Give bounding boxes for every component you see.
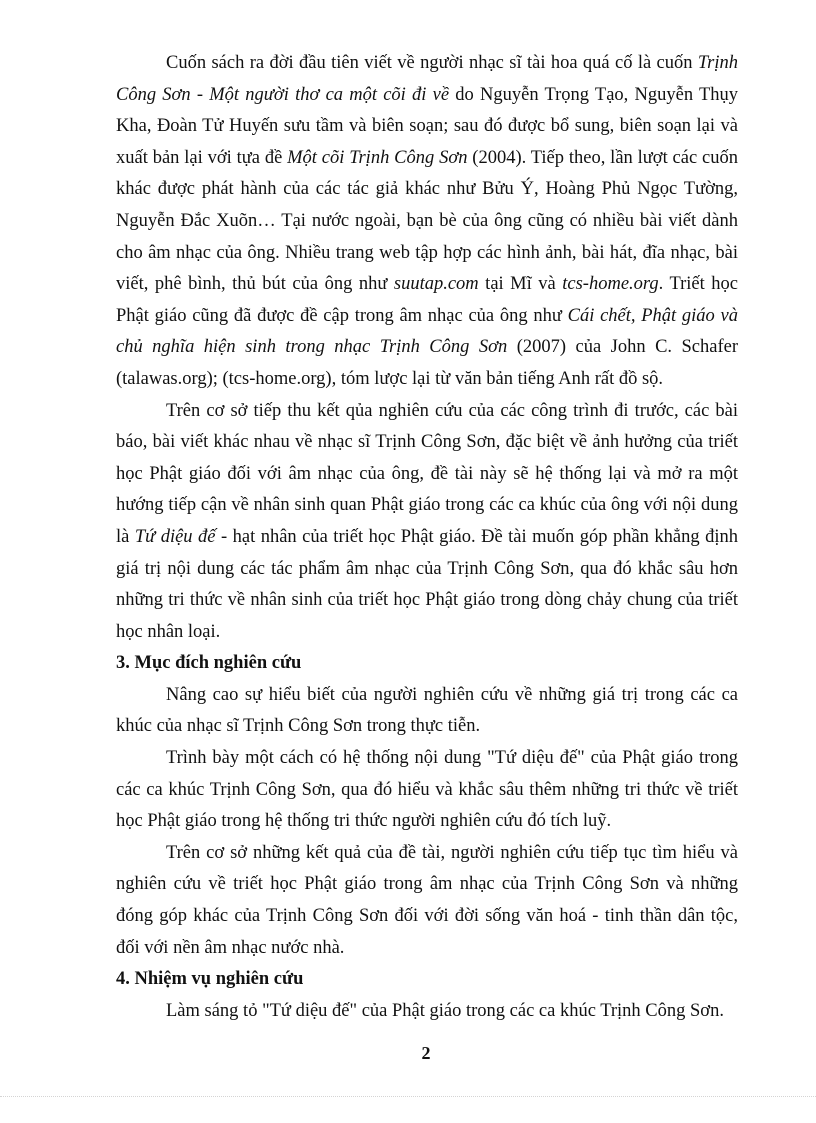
text-segment: (2007) của John C. Schafer (talawas.org); (tcs-home.org), tóm lược lại từ văn bản tiếng Anh rất đồ sộ. xyxy=(116,337,739,389)
text-segment: tại Mĩ và xyxy=(478,274,563,295)
text-segment: do Nguyễn Trọng Tạo, Nguyễn Thụy Kha, Đoàn Tử Huyến sưu tầm và biên soạn; sau đó được bổ sung, biên soạn lại và xuất bản lại với tựa đề xyxy=(116,84,739,168)
paragraph-task-1: Làm sáng tỏ "Tứ diệu đế" của Phật giáo trong các ca khúc Trịnh Công Sơn. xyxy=(166,1000,724,1021)
section-heading-research-tasks: 4. Nhiệm vụ nghiên cứu xyxy=(116,969,304,990)
page-body xyxy=(116,48,738,1027)
paragraph-literature-review xyxy=(116,48,738,396)
website-name: suutap.com xyxy=(393,274,479,295)
text-segment: . Triết học Phật giáo cũng đã được đề cập trong âm nhạc của ông như xyxy=(116,274,738,326)
book-title: Một cõi Trịnh Công Sơn xyxy=(287,147,468,168)
text-segment: Cuốn sách ra đời đầu tiên viết về người nhạc sĩ tài hoa quá cố là cuốn xyxy=(166,53,698,73)
text-segment: - hạt nhân của triết học Phật giáo. Đề tài muốn góp phần khẳng định giá trị nội dung các tác phẩm âm nhạc của Trịnh Công Sơn, qua đó khắc sâu hơn những tri thức về nhân sinh của triết học Phật giáo trong dòng chảy chung của triết học nhân loại. xyxy=(116,526,738,642)
paragraph-research-approach xyxy=(116,396,738,649)
page-number: 2 xyxy=(421,1043,431,1063)
section-heading-research-purpose: 3. Mục đích nghiên cứu xyxy=(116,653,302,674)
text-segment: Trên cơ sở tiếp thu kết qủa nghiên cứu của các công trình đi trước, các bài báo, bài viết khác nhau về nhạc sĩ Trịnh Công Sơn, đặc biệt về ảnh hưởng của triết học Phật giáo đối với âm nhạc của ông, đề tài này sẽ hệ thống lại và mở ra một hướng tiếp cận về nhân sinh quan Phật giáo trong các ca khúc của ông với nội dung là xyxy=(116,400,738,547)
key-term: Tứ diệu đế xyxy=(134,526,216,547)
page-bottom-divider xyxy=(0,1096,816,1097)
paragraph-purpose-1: Nâng cao sự hiểu biết của người nghiên cứu về những giá trị trong các ca khúc của nhạc sĩ Trịnh Công Sơn trong thực tiễn. xyxy=(116,684,738,737)
book-title: Trịnh Công Sơn - Một người thơ ca một cõi đi về xyxy=(116,53,738,105)
paragraph-purpose-3: Trên cơ sở những kết quả của đề tài, người nghiên cứu tiếp tục tìm hiểu và nghiên cứu về triết học Phật giáo trong âm nhạc của Trịnh Công Sơn và những đóng góp khác của Trịnh Công Sơn đối với đời sống văn hoá - tinh thần dân tộc, đối với nền âm nhạc nước nhà. xyxy=(116,842,738,958)
text-segment: (2004). Tiếp theo, lần lượt các cuốn khác được phát hành của các tác giả khác như Bửu Ý, Hoàng Phủ Ngọc Tường, Nguyễn Đắc Xuõn… Tại nước ngoài, bạn bè của ông cũng có nhiều bài viết dành cho âm nhạc của ông. Nhiều trang web tập hợp các hình ảnh, bài hát, đĩa nhạc, bài viết, phê bình, thủ bút của ông như xyxy=(116,147,738,295)
paragraph-purpose-2: Trình bày một cách có hệ thống nội dung "Tứ diệu đế" của Phật giáo trong các ca khúc Trịnh Công Sơn, qua đó hiểu và khắc sâu thêm những tri thức về triết học Phật giáo trong hệ thống tri thức người nghiên cứu đó tích luỹ. xyxy=(116,748,738,832)
article-title: Cái chết, Phật giáo và chủ nghĩa hiện sinh trong nhạc Trịnh Công Sơn xyxy=(116,305,738,358)
website-name: tcs-home.org xyxy=(562,274,659,295)
